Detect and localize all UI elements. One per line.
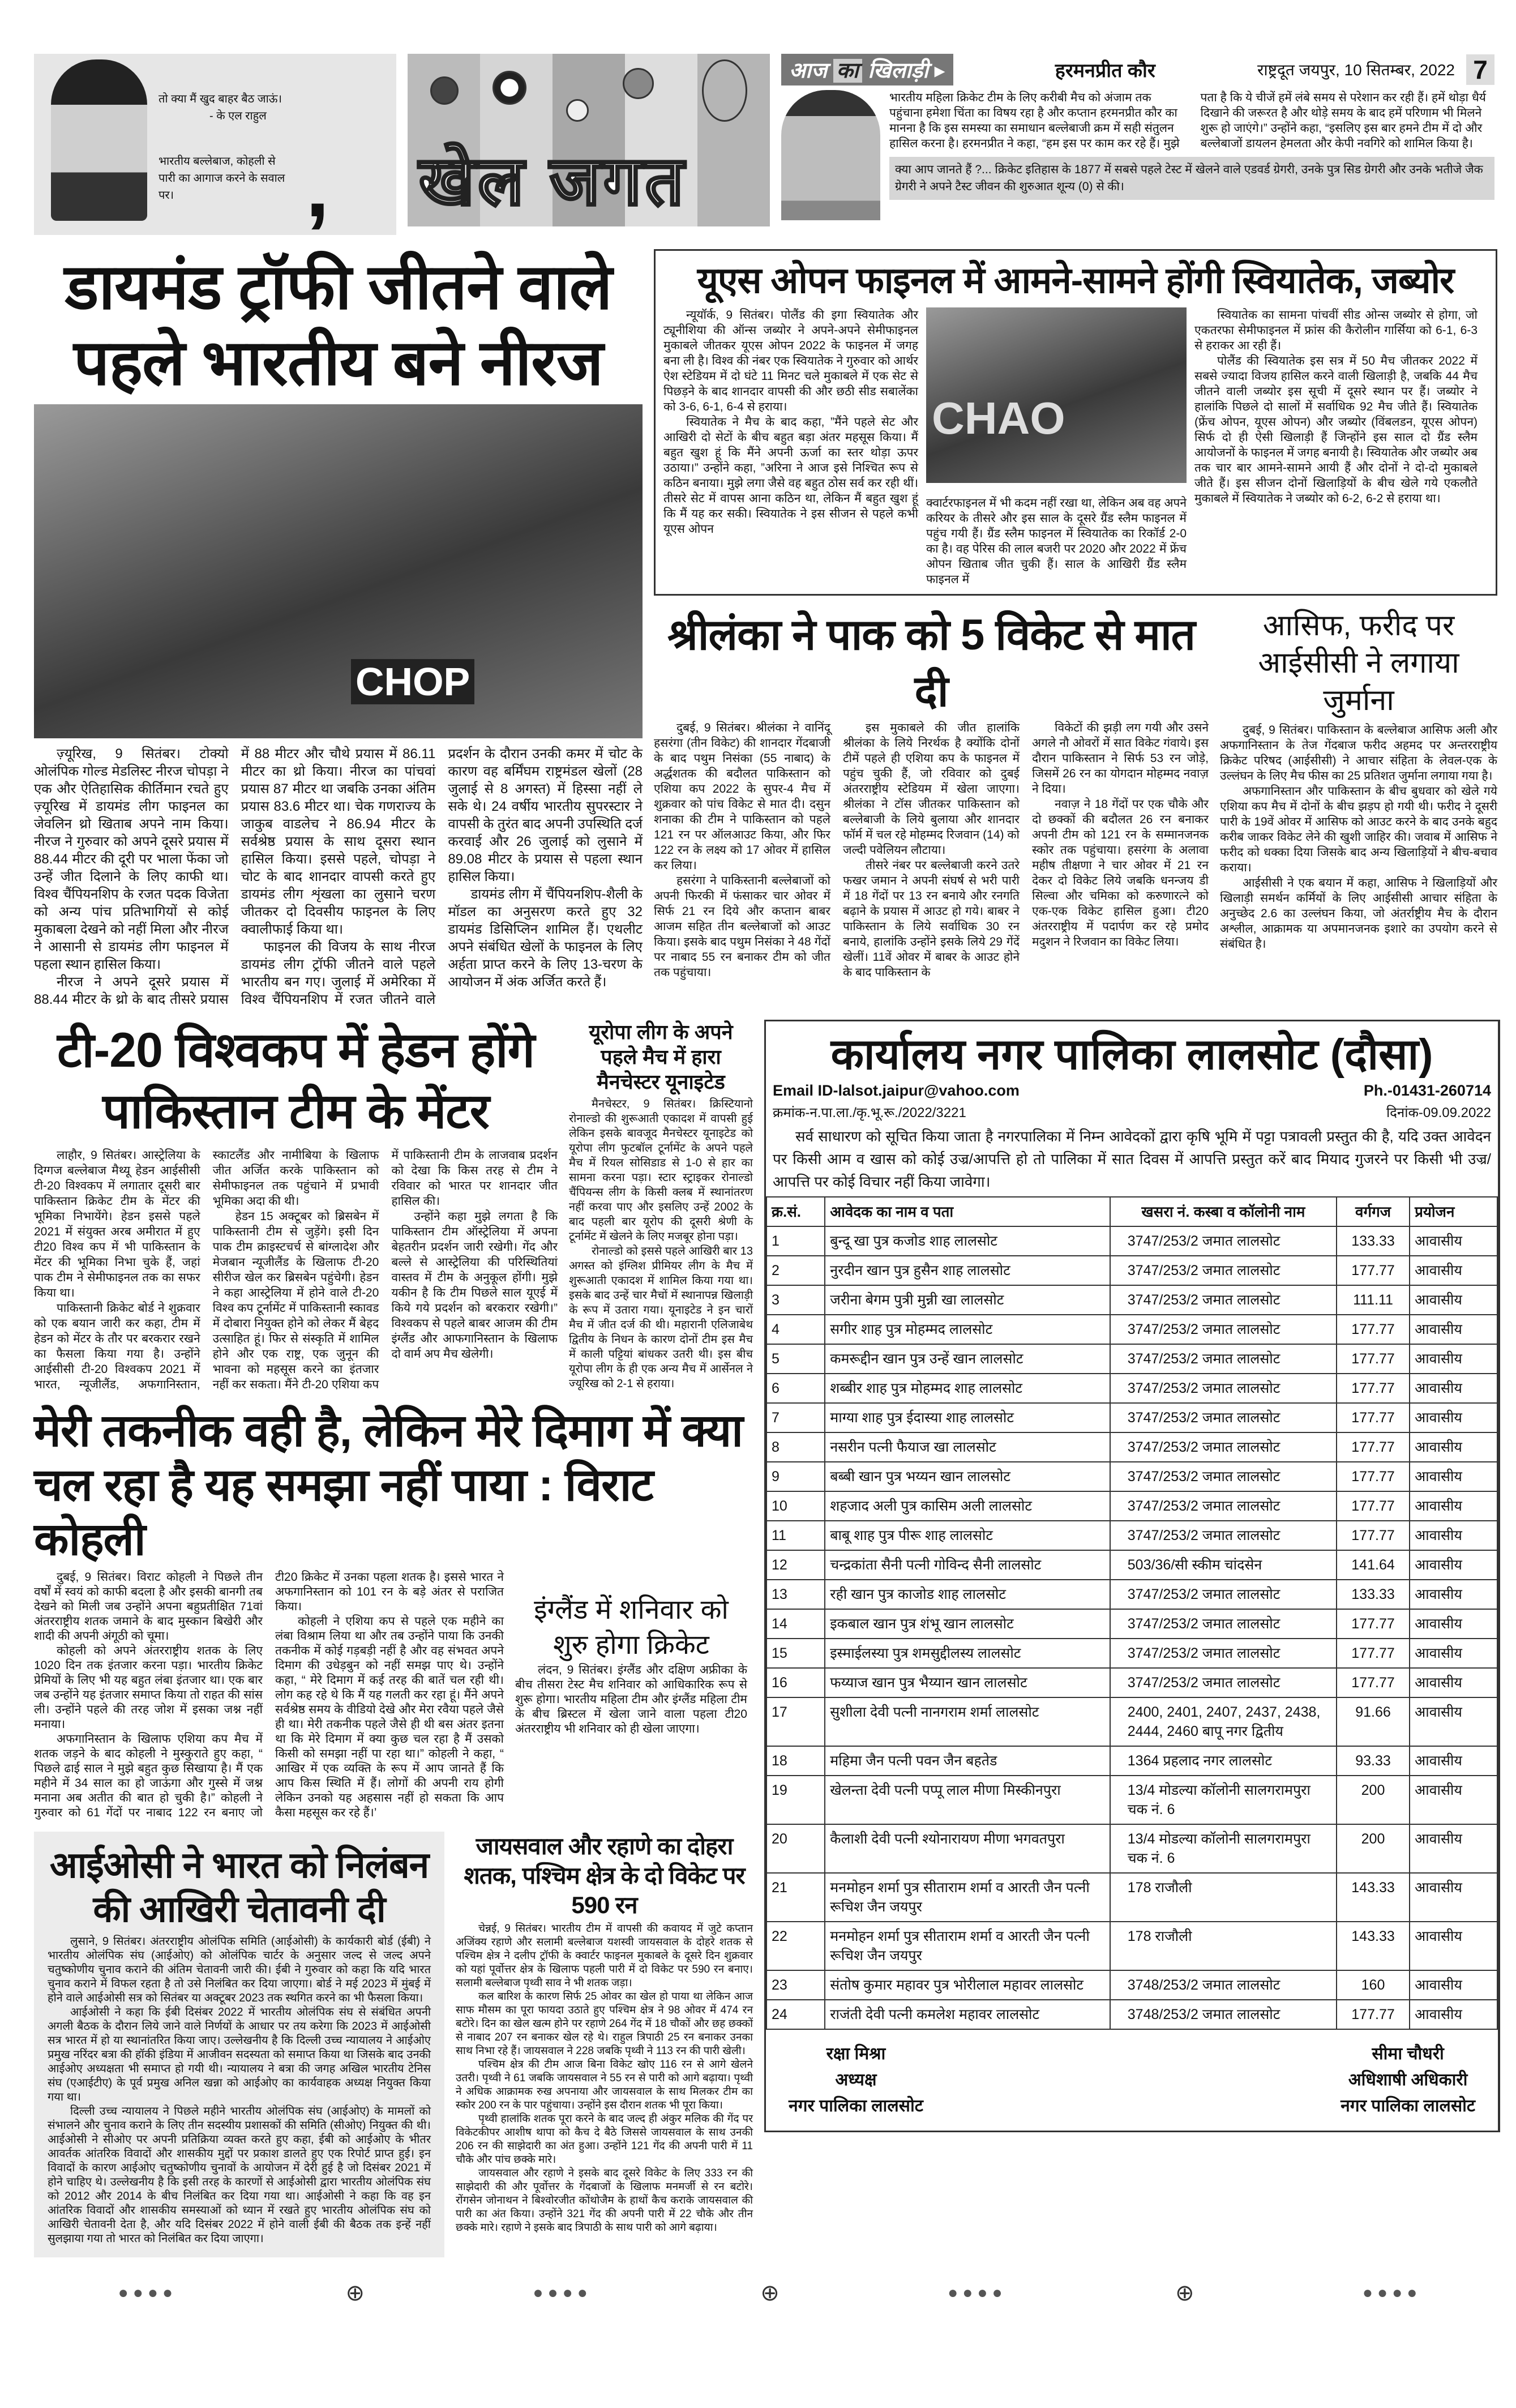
purpose: आवासीय — [1410, 1315, 1497, 1344]
basketball-icon — [623, 68, 654, 99]
purpose: आवासीय — [1410, 1668, 1497, 1697]
area-sq-yards: 141.64 — [1337, 1550, 1410, 1580]
article-neeraj — [34, 249, 643, 1008]
tennis-racket-icon — [702, 59, 747, 122]
purpose: आवासीय — [1410, 1462, 1497, 1491]
row-serial: 17 — [766, 1697, 825, 1746]
paragraph: क्वार्टरफाइनल में भी कदम नहीं रखा था, लेकिन अब वह अपने करियर के तीसरे और इस साल के दूसरे ग्रैंड स्लैम फाइनल में पहुंच गयी हैं। ग्रैंड स्लैम फाइनल में स्वियातेक का रिकॉर्ड 2-0 का है। वह पेरिस की लाल बजरी पर 2020 और 2022 में फ्रेंच ओपन खिताब जीत चुकी हैं। साल के आखिरी ग्रैंड स्लैम फाइनल में — [926, 497, 1187, 586]
cricket-ball-icon — [430, 76, 459, 105]
khasra-colony: 3747/253/2 जमात लालसोट — [1110, 1315, 1337, 1344]
signature-right — [1341, 2041, 1475, 2119]
purpose: आवासीय — [1410, 1344, 1497, 1374]
registration-mark-icon: ⊕ — [345, 2281, 365, 2306]
row-serial: 16 — [766, 1668, 825, 1697]
column-header: प्रयोजन — [1410, 1197, 1497, 1226]
section-title: खेल जगत — [419, 143, 687, 219]
purpose: आवासीय — [1410, 1550, 1497, 1580]
area-sq-yards: 177.77 — [1337, 1374, 1410, 1403]
table-row — [766, 1226, 1497, 1256]
applicants-table — [766, 1196, 1498, 2030]
purpose: आवासीय — [1410, 2000, 1497, 2029]
paragraph: दुबई, 9 सितंबर। विराट कोहली ने पिछले तीन वर्षों में स्वयं को काफी बदला है और इसकी बानगी तब देखने को मिली जब उन्होंने अपना बहुप्रतीक्षित 71वां अंतरराष्ट्रीय शतक जमाने के बाद मुस्कान बिखेरी और शादी की अपनी अंगूठी को चूमा। — [34, 1571, 263, 1643]
table-row — [766, 1970, 1497, 2000]
row-serial: 12 — [766, 1550, 825, 1580]
print-color-dots: ●●●● — [948, 2283, 1007, 2302]
applicant-name-address: नसरीन पत्नी फैयाज खा लालसोट — [825, 1432, 1110, 1462]
player-of-day-badge: आज का खिलाड़ी ▸ — [781, 54, 953, 85]
khasra-colony: 3747/253/2 जमात लालसोट — [1110, 1344, 1337, 1374]
headline: टी-20 विश्वकप में हेडन होंगे पाकिस्तान टीम के मेंटर — [57, 1023, 535, 1139]
paragraph: दुबई, 9 सितंबर। श्रीलंका ने वानिंदू हसरंगा (तीन विकेट) की शानदार गेंदबाजी के बाद पथुम निसंका (55 नाबाद) के अर्द्धशतक की बदौलत पाकिस्तान को एशिया कप 2022 के सुपर-4 मैच में शुक्रवार को पांच विकेट से मात दी। दसुन शनाका की टीम ने पाकिस्तान को पहले 121 रन पर ऑलआउट किया, और फिर 122 रन के लक्ष्य को 17 ओवर में हासिल कर लिया। — [654, 721, 830, 872]
player-text: भारतीय महिला क्रिकेट टीम के लिए करीबी मैच को अंजाम तक पहुंचाना हमेशा चिंता का विषय रहा है और कप्तान हरमनप्रीत कौर का मानना है कि इस समस्या का समाधान बल्लेबाजी क्रम में सही संतुलन हासिल करना है। हरमनप्रीत ने कहा, “हम इस पर काम कर रहे हैं। मुझे पता है कि ये चीजें हमें लंबे समय से परेशान कर रही हैं। हमें थोड़ा धैर्य दिखाने की जरूरत है और थोड़े समय के बाद हमें परिणाम भी मिलने शुरू हो जाएंगे।” उन्होंने कहा, “इसलिए इस बार हमने टीम में दो और बल्लेबाजों डायलन हेमलता और केपी नवगिरे को शामिल किया है। — [889, 91, 1486, 150]
purpose: आवासीय — [1410, 1697, 1497, 1746]
purpose: आवासीय — [1410, 1403, 1497, 1432]
swiatek-photo — [926, 307, 1187, 483]
table-row — [766, 1580, 1497, 1609]
purpose: आवासीय — [1410, 1609, 1497, 1639]
table-row — [766, 1873, 1497, 1922]
applicant-name-address: कैलाशी देवी पत्नी श्योनारायण मीणा भगवतपुरा — [825, 1824, 1110, 1873]
notice-email: Email ID-lalsot.jaipur@vahoo.com — [773, 1082, 1020, 1099]
quote-box — [34, 54, 396, 235]
headline: श्रीलंका ने पाक को 5 विकेट से मात दी — [667, 611, 1196, 716]
purpose: आवासीय — [1410, 1285, 1497, 1315]
applicant-name-address: इकबाल खान पुत्र शंभू खान लालसोट — [825, 1609, 1110, 1639]
paragraph: तीसरे नंबर पर बल्लेबाजी करने उतरे फखर जमान ने अपनी संघर्ष से भरी पारी में 18 गेंदों पर 13 रन बनाये और रनगति बढ़ाने के प्रयास में आउट हो गये। बाबर ने पाकिस्तान के लिये सर्वाधिक 30 रन बनाये, हालांकि उन्होंने इसके लिये 29 गेंदें खेलीं। 11वें ओवर में बाबर के आउट होने के बाद पाकिस्तान के — [843, 859, 1020, 979]
khasra-colony: 3747/253/2 जमात लालसोट — [1110, 1609, 1337, 1639]
column-header: वर्गगज — [1337, 1197, 1410, 1226]
table-row — [766, 1639, 1497, 1668]
row-serial: 18 — [766, 1746, 825, 1776]
khasra-colony: 3747/253/2 जमात लालसोट — [1110, 1403, 1337, 1432]
headline: यूरोपा लीग के अपने पहले मैच में हारा मैनचेस्टर यूनाइटेड — [589, 1020, 733, 1093]
purpose: आवासीय — [1410, 1639, 1497, 1668]
paragraph: अफगानिस्तान और पाकिस्तान के बीच बुधवार को खेले गये एशिया कप मैच में दोनों के बीच झड़प हो गयी थी। फरीद ने दूसरी पारी के 19वें ओवर में आसिफ को आउट करने के बाद उनके बहुद करीब जाकर विकेट लेने की खुशी जाहिर की। जवाब में आसिफ ने फरीद को धक्का दिया जिसके बाद अन्य खिलाड़ियों ने बीच-बचाव कराया। — [1220, 785, 1497, 874]
print-color-dots: ●●●● — [533, 2283, 592, 2302]
applicant-name-address: मनमोहन शर्मा पुत्र सीताराम शर्मा व आरती जैन पत्नी रूचिश जैन जयपुर — [825, 1873, 1110, 1922]
article-body — [48, 1935, 431, 2246]
applicant-name-address: माग्या शाह पुत्र ईदास्या शाह लालसोट — [825, 1403, 1110, 1432]
paragraph: कोहली को अपने अंतरराष्ट्रीय शतक के लिए 1020 दिन तक इंतजार करना पड़ा। भारतीय क्रिकेट प्रेमियों के लिए भी यह बहुत लंबा इंतजार था। एक बार जब उन्होंने यह इंतजार समाप्त किया तो राहत की सांस ली। उन्होंने पहले की तरह जोश में इसका जश्न नहीं मनाया। — [34, 1644, 263, 1731]
row-serial: 4 — [766, 1315, 825, 1344]
notice-title: कार्यालय नगर पालिका लालसोट (दौसा) — [830, 1030, 1433, 1079]
purpose: आवासीय — [1410, 1226, 1497, 1256]
table-row — [766, 1285, 1497, 1315]
quote-context: भारतीय बल्लेबाज, कोहली से पारी का आगाज करने के सवाल पर। — [159, 155, 285, 202]
purpose: आवासीय — [1410, 1491, 1497, 1521]
area-sq-yards: 177.77 — [1337, 1668, 1410, 1697]
headline: जायसवाल और रहाणे का दोहरा शतक, पश्चिम क्षेत्र के दो विकेट पर 590 रन — [464, 1833, 745, 1918]
paragraph: डायमंड लीग में चैंपियनशिप-शैली के मॉडल का अनुसरण करते हुए 32 डायमंड डिसिप्लिन शामिल हैं। एथलीट अपने संबंधित खेलों के फाइनल के लिए अर्हता प्राप्त करने के लिए 13-चरण के आयोजन में अंक अर्जित करते हैं। — [448, 887, 643, 990]
quote: तो क्या मैं खुद बाहर बैठ जाऊं। — [159, 93, 282, 105]
applicant-name-address: संतोष कुमार महावर पुत्र भोरीलाल महावर लालसोट — [825, 1970, 1110, 2000]
khasra-colony: 503/36/सी स्कीम चांदसेन — [1110, 1550, 1337, 1580]
applicant-name-address: महिमा जैन पत्नी पवन जैन बहतेड — [825, 1746, 1110, 1776]
applicant-name-address: बब्बी खान पुत्र भय्यन खान लालसोट — [825, 1462, 1110, 1491]
neeraj-photo — [34, 404, 643, 738]
print-color-dots: ●●●● — [118, 2283, 178, 2302]
headline: आसिफ, फरीद पर आईसीसी ने लगाया जुर्माना — [1258, 609, 1459, 717]
notice-phone: Ph.-01431-260714 — [1363, 1082, 1491, 1099]
purpose: आवासीय — [1410, 1580, 1497, 1609]
row-serial: 19 — [766, 1776, 825, 1824]
paragraph: लाहौर, 9 सितंबर। आस्ट्रेलिया के दिग्गज बल्लेबाज मैथ्यू हेडन आईसीसी टी-20 विश्वकप में लगातार दूसरी बार पाकिस्तान क्रिकेट टीम के मेंटर की भूमिका निभायेंगे। हेडन इससे पहले 2021 में संयुक्त अरब अमीरात में हुए टी20 विश्व कप में भी पाकिस्तान के मेंटर की भूमिका निभा चुके हैं, जहां पाक टीम ने सेमीफाइनल तक का सफर किया था। — [34, 1149, 200, 1299]
headline: यूएस ओपन फाइनल में आमने-सामने होंगी स्वियातेक, जब्योर — [697, 260, 1454, 301]
article-body — [1220, 722, 1497, 952]
paragraph: पाकिस्तानी क्रिकेट बोर्ड ने शुक्रवार को एक बयान जारी कर कहा, टीम में हेडन को मेंटर के तौर पर बरकरार रखने का फैसला किया गया है। उन्होंने आईसीसी टी-20 विश्वकप 2021 में भारत, न्यूजीलैंड, अफगानिस्तान, स्काटलैंड और नामीबिया के खिलाफ जीत अर्जित करके पाकिस्तान को सेमीफाइनल तक पहुंचाने में प्रभावी भूमिका अदा की थी। — [34, 1149, 379, 1391]
article-body — [34, 1148, 558, 1392]
paragraph: कोहली ने एशिया कप से पहले एक महीने का लंबा विश्राम लिया था और तब उन्होंने पाया कि उनकी तकनीक में कोई गड़बड़ी नहीं है और वह संभवत अपने दिमाग की उधेड़बुन को नहीं समझ पाए थे। उन्होंने कहा, “ मेरे दिमाग में कई तरह की बातें चल रही थी। लोग कह रहे थे कि मैं यह गलती कर रहा हूं। मैंने अपने सर्वश्रेष्ठ समय के वीडियो देखे और मेरा रवैया पहले जैसे ही था। मेरी तकनीक पहले जैसे ही थी बस अंतर इतना था कि मेरे दिमाग में क्या कुछ चल रहा है मैं उसको किसी को समझा नहीं पा रहा था।” कोहली ने कहा, “ आखिर में एक व्यक्ति के रूप में आप जानते हैं कि आप किस स्थिति में हैं। लोगों की अपनी राय होगी लेकिन उनको यह अहसास नहीं हो सकता कि आप कैसा महसूस कर रहे हैं।’ — [275, 1615, 504, 1819]
table-row — [766, 1776, 1497, 1824]
khasra-colony: 2400, 2401, 2407, 2437, 2438, 2444, 2460 बापू नगर द्वितीय — [1110, 1697, 1337, 1746]
paragraph: लुसाने, 9 सितंबर। अंतरराष्ट्रीय ओलंपिक समिति (आईओसी) के कार्यकारी बोर्ड (ईबी) ने भारतीय ओलंपिक संघ (आईओए) को ओलंपिक चार्टर के अनुसार जल्द से जल्द अपने चतुष्कोणीय चुनाव कराने की अंतिम चेतावनी जारी की। ईबी ने गुरुवार को कहा कि यदि भारत चुनाव कराने में विफल रहता है तो उसे निलंबित कर दिया जाएगा। बोर्ड ने मई 2023 में मुंबई में होने वाले आईओसी सत्र को सितंबर या अक्टूबर 2023 तक स्थगित करने का भी फैसला किया। — [48, 1935, 431, 2004]
area-sq-yards: 160 — [1337, 1970, 1410, 2000]
table-row — [766, 1668, 1497, 1697]
signatures — [766, 2030, 1498, 2119]
row-serial: 20 — [766, 1824, 825, 1873]
row-serial: 11 — [766, 1521, 825, 1550]
applicant-name-address: शब्बीर शाह पुत्र मोहम्मद शाह लालसोट — [825, 1374, 1110, 1403]
row-serial: 22 — [766, 1922, 825, 1970]
row-serial: 3 — [766, 1285, 825, 1315]
notice-date: दिनांक-09.09.2022 — [1386, 1105, 1491, 1120]
khasra-colony: 13/4 मोडल्या कॉलोनी सालगरामपुरा चक नं. 6 — [1110, 1824, 1337, 1873]
area-sq-yards: 177.77 — [1337, 1639, 1410, 1668]
article-jaiswal — [456, 1832, 753, 2235]
khasra-colony: 3747/253/2 जमात लालसोट — [1110, 1491, 1337, 1521]
article-hayden — [34, 1020, 558, 1392]
area-sq-yards: 143.33 — [1337, 1922, 1410, 1970]
row-serial: 24 — [766, 2000, 825, 2029]
row-serial: 2 — [766, 1256, 825, 1285]
applicant-name-address: सगीर शाह पुत्र मोहम्मद लालसोट — [825, 1315, 1110, 1344]
area-sq-yards: 177.77 — [1337, 1521, 1410, 1550]
article-srilanka — [654, 607, 1209, 980]
page-number: 7 — [1466, 54, 1494, 85]
row-serial: 7 — [766, 1403, 825, 1432]
paragraph: इस मुकाबले की जीत हालांकि श्रीलंका के लिये निरर्थक है क्योंकि दोनों टीमें पहले ही एशिया कप के फाइनल में पहुंच चुकी हैं, जो रविवार को दुबई अंतरराष्ट्रीय स्टेडियम में खेला जाएगा। श्रीलंका ने टॉस जीतकर पाकिस्तान को बल्लेबाजी के लिये बुलाया और शानदार फॉर्म में चल रहे मोहम्मद रिजवान (14) को जल्दी पवेलियन लौटाया। — [843, 721, 1020, 857]
table-row — [766, 1403, 1497, 1432]
purpose: आवासीय — [1410, 1432, 1497, 1462]
applicant-name-address: बाबू शाह पुत्र पीरू शाह लालसोट — [825, 1521, 1110, 1550]
paragraph: रोनाल्डो को इससे पहले आखिरी बार 13 अगस्त को इंग्लिश प्रीमियर लीग के मैच में शुरूआती एकादश में शामिल किया गया था। इसके बाद उन्हें चार मैचों में स्थानापन्न खिलाड़ी के रूप में उतारा गया। यूनाइटेड ने इन चारों मैच में जीत दर्ज की थी। महारानी एलिजाबेथ द्वितीय के निधन के कारण दोनों टीम इस मैच में काली पट्टियां बांधकर उतरी थी। इस बीच यूरोपा लीग के ही एक अन्य मैच में आर्सेनल ने ज्यूरिख को 2-1 से हराया। — [569, 1245, 753, 1390]
applicant-name-address: बुन्दू खा पुत्र कजोड शाह लालसोट — [825, 1226, 1110, 1256]
paragraph: स्वियातेक का सामना पांचवीं सीड ओन्स जब्योर से होगा, जो एकतरफा सेमीफाइनल में फ्रांस की कैरोलीन गार्सिया को 6-1, 6-3 से हराकर आ रही हैं। — [1194, 309, 1478, 352]
paragraph: आईसीसी ने एक बयान में कहा, आसिफ ने खिलाड़ियों और खिलाड़ी समर्थन कर्मियों के लिए आईसीसी आचार संहिता के अनुच्छेद 2.6 का उल्लंघन किया, जो अंतर्राष्ट्रीय मैच के दौरान अश्लील, आक्रामक या अपमानजनक इशारे का उपयोग करने से संबंधित है। — [1220, 876, 1497, 951]
khasra-colony: 3747/253/2 जमात लालसोट — [1110, 1285, 1337, 1315]
paragraph: पृथ्वी हालांकि शतक पूरा करने के बाद जल्द ही अंकुर मलिक की गेंद पर विकेटकीपर आशीष थापा को कैच दे बैठे जिससे जायसवाल के साथ उनकी 206 रन की साझेदारी का अंत हुआ। उन्होंने 121 गेंद की अपनी पारी में 11 चौके और पांच छक्के मारे। — [456, 2113, 753, 2166]
signature-left — [789, 2041, 923, 2119]
row-serial: 14 — [766, 1609, 825, 1639]
signatory-role: अध्यक्ष — [835, 2071, 877, 2089]
khasra-colony: 3747/253/2 जमात लालसोट — [1110, 1432, 1337, 1462]
paragraph: फाइनल की विजय के साथ नीरज डायमंड लीग ट्रॉफी जीतने वाले पहले भारतीय बन गए। जुलाई में अमेरिका में विश्व चैंपियनशिप में रजत जीतने वाले प्रदर्शन के दौरान उनकी कमर में चोट के कारण वह बर्मिंघम राष्ट्रमंडल खेलों (28 जुलाई से 8 अगस्त) में हिस्सा नहीं ले सके थे। 24 वर्षीय भारतीय सुपरस्टार ने वापसी के तुरंत बाद अपनी उपस्थिति दर्ज करवाई और 26 जुलाई को लुसाने में 89.08 मीटर के प्रयास से पहला स्थान हासिल किया। — [241, 746, 643, 1007]
article-usopen — [654, 249, 1497, 596]
player-name: हरमनप्रीत कौर — [1055, 60, 1155, 82]
table-row — [766, 1746, 1497, 1776]
purpose: आवासीय — [1410, 1970, 1497, 2000]
section-banner — [408, 54, 770, 226]
hockey-ball-icon — [566, 99, 589, 122]
khasra-colony: 13/4 मोडल्या कॉलोनी सालगरामपुरा चक नं. 6 — [1110, 1776, 1337, 1824]
row-serial: 8 — [766, 1432, 825, 1462]
print-marks — [34, 2280, 1506, 2306]
applicant-name-address: कमरूद्दीन खान पुत्र उन्हें खान लालसोट — [825, 1344, 1110, 1374]
paragraph: न्यूयॉर्क, 9 सितंबर। पोलैंड की इगा स्वियातेक और ट्यूनीशिया की ऑन्स जब्योर ने अपने-अपने सेमीफाइनल मुकाबले जीतकर यूएस ओपन 2022 के फाइनल में जगह बना ली है। विश्व की नंबर एक स्वियातेक ने गुरुवार को आर्थर ऐश स्टेडियम में दो घंटे 11 मिनट चले मुकाबले में एक सेट से पिछड़ने के बाद शानदार वापसी की और छठी सीड सबालेंका को 3-6, 6-1, 6-4 से हराया। — [663, 309, 918, 413]
photo-background-text: CHAO — [932, 393, 1065, 443]
column-header: क्र.सं. — [766, 1197, 825, 1226]
table-row — [766, 1609, 1497, 1639]
paragraph: पश्चिम क्षेत्र की टीम आज बिना विकेट खोए 116 रन से आगे खेलने उतरी। पृथ्वी ने 61 जबकि जायसवाल ने 55 रन से पारी को आगे बढ़ाया। पृथ्वी ने अधिक आक्रामक रुख अपनाया और जायसवाल के साथ मिलकर टीम का स्कोर 200 रन के पार पहुंचाया। उन्होंने इस दौरान शतक भी पूरा किया। — [456, 2059, 753, 2111]
purpose: आवासीय — [1410, 1873, 1497, 1922]
row-serial: 5 — [766, 1344, 825, 1374]
paragraph: मैनचेस्टर, 9 सितंबर। क्रिस्टियानो रोनाल्डो की शुरूआती एकादश में वापसी हुई लेकिन इसके बावजूद मैनचेस्टर यूनाइटेड को यूरोपा लीग फुटबॉल टूर्नामेंट के अपने पहले मैच में रियल सोसिडाड से 1-0 से हार का सामना करना पड़ा। स्टार स्ट्राइकर रोनाल्डो चैंपियन्स लीग के किसी क्लब में स्थानांतरण नहीं करवा पाए और इसलिए उन्हें 2002 के बाद पहली बार यूरोप की दूसरी श्रेणी के टूर्नामेंट में खेलने के लिए मजबूर होना पड़ा। — [569, 1098, 753, 1243]
signatory-name: रक्षा मिश्रा — [826, 2045, 886, 2063]
row-serial: 6 — [766, 1374, 825, 1403]
football-icon — [493, 71, 526, 105]
area-sq-yards: 177.77 — [1337, 1344, 1410, 1374]
row-serial: 15 — [766, 1639, 825, 1668]
purpose: आवासीय — [1410, 1776, 1497, 1824]
paragraph: पोलैंड की स्वियातेक इस सत्र में 50 मैच जीतकर 2022 में सबसे ज्यादा विजय हासिल करने वाली खिलाड़ी है, जबकि 44 मैच जीतने वाली जब्योर इस सूची में दूसरे स्थान पर हैं। जब्योर ने हालांकि पिछले दो सालों में सर्वाधिक 92 मैच जीते हैं। स्वियातेक (फ्रेंच ओपन, यूएस ओपन) और जब्योर (विंबलडन, यूएस ओपन) सिर्फ दो ही ऐसी खिलाड़ी हैं जिन्होंने इस साल दो ग्रैंड स्लैम आयोजनों के फाइनल में जगह बनायी है। स्वियातेक और जब्योर अब तक चार बार आमने-सामने आयी हैं और दोनों ने दो-दो मुकाबले जीते हैं। इस सीजन दोनों खिलाड़ियों के बीच खेले गये एकलौते मुकाबले में स्वियातेक ने जब्योर को 6-2, 6-2 से हराया था। — [1194, 354, 1478, 505]
table-row — [766, 1256, 1497, 1285]
article-body — [34, 1570, 504, 1820]
area-sq-yards: 133.33 — [1337, 1580, 1410, 1609]
purpose: आवासीय — [1410, 1521, 1497, 1550]
area-sq-yards: 177.77 — [1337, 1432, 1410, 1462]
paragraph: जायसवाल और रहाणे ने इसके बाद दूसरे विकेट के लिए 333 रन की साझेदारी की और पूर्वोत्तर के गेंदबाजों के खिलाफ मनमर्जी से रन बटोरे। रोंगसेन जोनाथन ने बिश्वोरजीत कोंथोजैम के हाथों कैच कराके जायसवाल की पारी का अंत किया। उन्होंने 321 गेंद की अपनी पारी में 22 चौके और तीन छक्के मारे। रहाणे ने इसके बाद त्रिपाठी के साथ पारी को आगे बढ़ाया। — [456, 2167, 753, 2234]
area-sq-yards: 143.33 — [1337, 1873, 1410, 1922]
area-sq-yards: 177.77 — [1337, 2000, 1410, 2029]
article-body — [654, 720, 1209, 980]
article-asif — [1220, 607, 1497, 952]
notice-intro: सर्व साधारण को सूचित किया जाता है नगरपालिका में निम्न आवेदकों द्वारा कृषि भूमि में पट्टा पत्रावली प्रस्तुत की है, यदि उक्त आवेदन पर किसी आम व खास को कोई उज्र/आपत्ति हो तो पालिका में सात दिवस में आपत्ति प्रस्तुत करें बाद मियाद गुजरने पर किसी भी उज्र/आपत्ति पर कोई विचार नहीं किया जावेगा। — [773, 1128, 1491, 1190]
signatory-name: सीमा चौधरी — [1372, 2045, 1444, 2063]
khasra-colony: 3747/253/2 जमात लालसोट — [1110, 1462, 1337, 1491]
area-sq-yards: 200 — [1337, 1776, 1410, 1824]
khasra-colony: 3748/253/2 जमात लालसोट — [1110, 2000, 1337, 2029]
khasra-colony: 3747/253/2 जमात लालसोट — [1110, 1226, 1337, 1256]
row-serial: 13 — [766, 1580, 825, 1609]
row-serial: 21 — [766, 1873, 825, 1922]
area-sq-yards: 177.77 — [1337, 1609, 1410, 1639]
table-row — [766, 1697, 1497, 1746]
notice-reference: क्रमांक-न.पा.ला./कृ.भू.रू./2022/3221 — [773, 1105, 966, 1120]
area-sq-yards: 177.77 — [1337, 1256, 1410, 1285]
area-sq-yards: 111.11 — [1337, 1285, 1410, 1315]
purpose: आवासीय — [1410, 1922, 1497, 1970]
quote-text — [159, 59, 294, 229]
purpose: आवासीय — [1410, 1256, 1497, 1285]
paragraph: नवाज़ ने 18 गेंदों पर एक चौके और दो छक्कों की बदौलत 26 रन बनाकर अपनी टीम को 121 रन के सम्मानजनक स्कोर तक पहुंचाया। हसरंगा के अलावा महीष तीक्षणा ने चार ओवर में 21 रन देकर दो विकेट लिये जबकि धनन्जय डी सिल्वा और चमिका को करुणारत्ने को एक-एक विकेट हासिल हुआ। टी20 अंतरराष्ट्रीय में पदार्पण कर रहे प्रमोद मदुशन ने रिजवान का विकेट लिया। — [1032, 798, 1209, 948]
paragraph: ज़्यूरिख, 9 सितंबर। टोक्यो ओलंपिक गोल्ड मेडलिस्ट नीरज चोपड़ा ने एक और ऐतिहासिक कीर्तिमान रचते हुए ज़्यूरिख में डायमंड लीग फाइनल का जेवलिन थ्रो खिताब अपने नाम किया। नीरज ने गुरुवार को अपने दूसरे प्रयास में 88.44 मीटर की दूरी पर भाला फेंका जो उन्हें जीत दिलाने के लिए काफी था। विश्व चैंपियनशिप के रजत पदक विजेता को अन्य पांच प्रतिभागियों से कोई मुकाबला देखने को नहीं मिला और नीरज ने आसानी से डायमंड लीग फाइनल में पहला स्थान हासिल किया। — [34, 746, 229, 972]
applicant-name-address: राजंती देवी पत्नी कमलेश महावर लालसोट — [825, 2000, 1110, 2029]
kl-rahul-photo — [51, 59, 147, 221]
khasra-colony: 3747/253/2 जमात लालसोट — [1110, 1580, 1337, 1609]
applicant-name-address: रही खान पुत्र काजोड शाह लालसोट — [825, 1580, 1110, 1609]
registration-mark-icon: ⊕ — [1175, 2281, 1194, 2306]
paragraph: दिल्ली उच्च न्यायालय ने पिछले महीने भारतीय ओलंपिक संघ (आईओए) के मामलों को संभालने और चुनाव कराने के लिए तीन सदस्यीय प्रशासकों की समिति (सीओए) नियुक्त की थी। आईओसी ने सीओए पर अपनी प्रतिक्रिया व्यक्त करते हुए कहा, ईबी को आईओए के भीतर आवर्तक आंतरिक विवादों और शासकीय मुद्दों पर प्रकाश डालते हुए एक रिपोर्ट प्राप्त हुई। इन विवादों के कारण आईओए चतुष्कोणीय चुनावों के आयोजन में देरी हुई है जो दिसंबर 2021 में होने चाहिए थे। उल्लेखनीय है कि इसी तरह के कारणों से आईओसी द्वारा भारतीय ओलंपिक संघ को 2012 और 2014 के बीच निलंबित कर दिया गया था। आईओसी ने कहा कि वह इन आंतरिक विवादों और शासकीय समस्याओं को ध्यान में रखते हुए भारतीय ओलंपिक संघ को आखिरी चेतावनी देता है, और यदि दिसंबर 2022 में होने वाली ईबी की बैठक तक इन्हें नहीं सुलझाया गया तो भारत को निलंबित कर दिया जाएगा। — [48, 2105, 431, 2245]
headline: मेरी तकनीक वही है, लेकिन मेरे दिमाग में क्या चल रहा है यह समझा नहीं पाया : विराट कोहली — [34, 1405, 743, 1564]
paragraph: नीरज ने अपने दूसरे प्रयास में 88.44 मीटर के थ्रो के बाद तीसरे प्रयास में 88 मीटर और चौथे प्रयास में 86.11 मीटर का थ्रो किया। नीरज का पांचवां प्रयास 87 मीटर था जबकि उनका अंतिम प्रयास 83.6 मीटर था। चेक गणराज्य के जाकुब वाडलेच ने 86.94 मीटर के सर्वश्रेष्ठ प्रयास के साथ दूसरा स्थान हासिल किया। इससे पहले, चोपड़ा ने चोट के बाद शानदार वापसी करते हुए डायमंड लीग शृंखला का लुसाने चरण जीतकर दो दिवसीय फाइनल के लिए क्वालीफाई किया था। — [34, 746, 436, 1007]
area-sq-yards: 177.77 — [1337, 1315, 1410, 1344]
area-sq-yards: 91.66 — [1337, 1697, 1410, 1746]
khasra-colony: 1364 प्रहलाद नगर लालसोट — [1110, 1746, 1337, 1776]
table-row — [766, 1432, 1497, 1462]
area-sq-yards: 177.77 — [1337, 1462, 1410, 1491]
row-serial: 9 — [766, 1462, 825, 1491]
paragraph: कल बारिश के कारण सिर्फ 25 ओवर का खेल हो पाया था लेकिन आज साफ मौसम का पूरा फायदा उठाते हुए पश्चिम क्षेत्र ने 98 ओवर में 474 रन बटोरे। दिन का खेल खत्म होने पर रहाणे 264 गेंद में 18 चौकों और छह छक्कों से नाबाद 207 रन बनाकर खेल रहे थे। राहुल त्रिपाठी 25 रन बनाकर उनका साथ निभा रहे हैं। जायसवाल ने 228 जबकि पृथ्वी ने 113 रन की पारी खेली। — [456, 1991, 753, 2057]
article-ioc — [34, 1832, 444, 2257]
player-of-day — [781, 54, 1494, 220]
headline: इंग्लैंड में शनिवार को शुरु होगा क्रिकेट — [534, 1595, 729, 1660]
paragraph: आईओसी ने कहा कि ईबी दिसंबर 2022 में भारतीय ओलंपिक संघ से संबंधित अपनी अगली बैठक के दौरान लिये जाने वाले निर्णयों के आधार पर तय करेगा कि 2023 में आईओसी सत्र भारत में हो या स्थानांतरित किया जाए। उल्लेखनीय है कि दिल्ली उच्च न्यायालय ने आईओए प्रमुख नरिंदर बत्रा की हॉकी इंडिया में आजीवन सदस्यता को समाप्त किया था जिसके बाद उनकी आईओए अध्यक्षता भी समाप्त हो गयी थी। न्यायालय ने बत्रा की जगह अखिल भारतीय टेनिस संघ (एआईटीए) के पूर्व प्रमुख अनिल खन्ना को आईओए का कार्यवाहक अध्यक्ष नियुक्त किया गया था। — [48, 2006, 431, 2103]
table-header-row — [766, 1197, 1497, 1226]
column-header: आवेदक का नाम व पता — [825, 1197, 1110, 1226]
row-serial: 10 — [766, 1491, 825, 1521]
purpose: आवासीय — [1410, 1746, 1497, 1776]
article-body — [34, 745, 643, 1008]
table-row — [766, 1344, 1497, 1374]
did-you-know: क्या आप जानते हैं ?... क्रिकेट इतिहास के 1877 में सबसे पहले टेस्ट में खेलने वाले एडवर्ड ग्रेगरी, उनके पुत्र सिड ग्रेगरी और उनके भतीजे जैक ग्रेगरी ने अपने टैस्ट जीवन की शुरुआत शून्य (0) से की। — [889, 157, 1494, 200]
article-col — [663, 307, 918, 587]
paragraph: लंदन, 9 सितंबर। इंग्लैंड और दक्षिण अफ्रीका के बीच तीसरा टेस्ट मैच शनिवार को आधिकारिक रूप से शुरू होगा। भारतीय महिला टीम और इंग्लैंड महिला टीम के बीच ब्रिस्टल में खेला जाने वाला पहला टी20 अंतरराष्ट्रीय भी शनिवार को ही खेला जाएगा। — [515, 1663, 747, 1735]
area-sq-yards: 177.77 — [1337, 1491, 1410, 1521]
table-row — [766, 1550, 1497, 1580]
khasra-colony: 3747/253/2 जमात लालसोट — [1110, 1668, 1337, 1697]
area-sq-yards: 200 — [1337, 1824, 1410, 1873]
article-body — [569, 1097, 753, 1391]
paragraph: स्वियातेक ने मैच के बाद कहा, ”मैंने पहले सेट और आखिरी दो सेटों के बीच बहुत बड़ा अंतर महसूस किया। मैं बहुत खुश हूं कि मैंने अपनी ऊर्जा का स्तर थोड़ा ऊपर उठाया।” उन्होंने कहा, ”अरिना ने आज इसे निश्चित रूप से कठिन बनाया। मुझे लगा जैसे वह बहुत ठोस सर्व कर रही थीं। तीसरे सेट में वापस आना कठिन था, लेकिन मैं बहुत खुश हूं कि मैं यह कर सकी। स्वियातेक ने इस सीजन से पहले कभी यूएस ओपन — [663, 416, 918, 536]
print-color-dots: ●●●● — [1362, 2283, 1422, 2302]
applicant-name-address: सुशीला देवी पत्नी नानगराम शर्मा लालसोट — [825, 1697, 1110, 1746]
table-row — [766, 1491, 1497, 1521]
paragraph: हेडन 15 अक्टूबर को ब्रिसबेन में पाकिस्तानी टीम से जुड़ेंगे। इसी दिन पाक टीम क्राइस्टचर्च से बांग्लादेश और मेजबान न्यूजीलैंड के खिलाफ टी-20 सीरीज खेल कर ब्रिसबेन पहुंचेगी। हेडन ने कहा आस्ट्रेलिया में होने वाले टी-20 विश्व कप टूर्नामेंट में पाकिस्तानी स्कावड में दोबारा नियुक्त होने को लेकर मैं बेहद उत्साहित हूं। फिर से संस्कृति में शामिल होने और एक राष्ट्र, एक जुनून की भावना को महसूस करने का इंतजार नहीं कर सकता। मैंने टी-20 एशिया कप में पाकिस्तानी टीम के लाजवाब प्रदर्शन को देखा कि किस तरह से टीम ने रविवार को भारत पर शानदार जीत हासिल की। — [212, 1149, 558, 1391]
khasra-colony: 3748/253/2 जमात लालसोट — [1110, 1970, 1337, 2000]
article-england — [515, 1570, 747, 1737]
applicant-name-address: मनमोहन शर्मा पुत्र सीताराम शर्मा व आरती जैन पत्नी रूचिश जैन जयपुर — [825, 1922, 1110, 1970]
khasra-colony: 3747/253/2 जमात लालसोट — [1110, 1256, 1337, 1285]
table-row — [766, 1462, 1497, 1491]
applicant-name-address: जरीना बेगम पुत्री मुन्नी खा लालसोट — [825, 1285, 1110, 1315]
khasra-colony: 3747/253/2 जमात लालसोट — [1110, 1521, 1337, 1550]
purpose: आवासीय — [1410, 1374, 1497, 1403]
headline: डायमंड ट्रॉफी जीतने वाले पहले भारतीय बने नीरज — [65, 251, 612, 398]
column-header: खसरा नं. कस्बा व कॉलोनी नाम — [1110, 1197, 1337, 1226]
quote-attribution: - के एल राहुल — [209, 110, 267, 122]
khasra-colony: 178 राजौली — [1110, 1922, 1337, 1970]
table-row — [766, 1922, 1497, 1970]
edition-date: राष्ट्रदूत जयपुर, 10 सितम्बर, 2022 — [1257, 61, 1455, 79]
badge-word: खिलाड़ी — [868, 59, 928, 83]
table-row — [766, 1374, 1497, 1403]
khasra-colony: 3747/253/2 जमात लालसोट — [1110, 1374, 1337, 1403]
municipal-notice — [764, 1020, 1500, 2132]
paragraph: दुबई, 9 सितंबर। पाकिस्तान के बल्लेबाज आसिफ अली और अफगानिस्तान के तेज गेंदबाज फरीद अहमद पर अन्तरराष्ट्रीय क्रिकेट परिषद (आईसीसी) ने आचार संहिता के लेवल-एक के उल्लंघन के लिए मैच फीस का 25 प्रतिशत जुर्माना लगाया गया है। — [1220, 724, 1497, 782]
row-serial: 23 — [766, 1970, 825, 2000]
paragraph: विकेटों की झड़ी लग गयी और उसने अगले नौ ओवरों में सात विकेट गंवाये। इस दौरान पाकिस्तान ने सिर्फ 53 रन जोड़े, जिसमें 26 रन का योगदान मोहम्मद नवाज़ ने दिया। — [1032, 721, 1209, 795]
paragraph: हसरंगा ने पाकिस्तानी बल्लेबाजों को अपनी फिरकी में फंसाकर चार ओवर में सिर्फ 21 रन दिये और कप्तान बाबर आजम सहित तीन बल्लेबाजों को आउट किया। इसके बाद पथुम निसंका ने 48 गेंदों पर नाबाद 55 रन बनाकर टीम को जीत तक पहुंचाया। — [654, 874, 830, 979]
applicant-name-address: चन्द्रकांता सैनी पत्नी गोविन्द सैनी लालसोट — [825, 1550, 1110, 1580]
applicant-name-address: खेलन्ता देवी पत्नी पप्पू लाल मीणा मिस्कीनपुरा — [825, 1776, 1110, 1824]
area-sq-yards: 93.33 — [1337, 1746, 1410, 1776]
table-row — [766, 1824, 1497, 1873]
article-body — [456, 1922, 753, 2235]
applicant-name-address: फय्याज खान पुत्र भैय्यान खान लालसोट — [825, 1668, 1110, 1697]
headline: आईओसी ने भारत को निलंबन की आखिरी चेतावनी दी — [49, 1845, 429, 1930]
article-kohli — [34, 1404, 753, 1820]
applicant-name-address: इस्माईलस्या पुत्र शमसुद्दीलस्य लालसोट — [825, 1639, 1110, 1668]
badge-word: का — [833, 59, 862, 83]
signatory-role: अधिशाषी अधिकारी — [1348, 2071, 1468, 2089]
signatory-org: नगर पालिका लालसोट — [1341, 2097, 1475, 2115]
quote-mark-icon: , — [306, 139, 329, 234]
row-serial: 1 — [766, 1226, 825, 1256]
harmanpreet-photo — [781, 90, 880, 220]
article-europa — [569, 1020, 753, 1391]
applicant-name-address: शहजाद अली पुत्र कासिम अली लालसोट — [825, 1491, 1110, 1521]
signatory-org: नगर पालिका लालसोट — [789, 2097, 923, 2115]
area-sq-yards: 133.33 — [1337, 1226, 1410, 1256]
paragraph: उन्होंने कहा मुझे लगता है कि पाकिस्तान टीम ऑस्ट्रेलिया में अपना बेहतरीन प्रदर्शन जारी रखेगी। गेंद और बल्ले से आस्ट्रेलिया की परिस्थितियां वास्तव में टीम के अनुकूल होंगी। मुझे यकीन है कि टीम पिछले साल यूएई में किये गये प्रदर्शन को बरकरार रखेगी।” विश्वकप से पहले बाबर आजम की टीम इंग्लैंड और आफगानिस्तान के खिलाफ दो वार्म अप मैच खेलेगी। — [391, 1210, 558, 1361]
article-col — [926, 307, 1187, 587]
paragraph: अफगानिस्तान के खिलाफ एशिया कप मैच में शतक जड़ने के बाद कोहली ने मुस्कुराते हुए कहा, “ पिछले ढाई साल ने मुझे बहुत कुछ सिखाया है। मैं एक महीने में 34 साल का हो जाऊंगा और गुस्से में जश्न मनाना अब अतीत की बात हो चुकी है।” कोहली ने गुरुवार को 61 गेंदों पर नाबाद 122 रन बनाए जो टी20 क्रिकेट में उनका पहला शतक है। इससे भारत ने अफगानिस्तान को 101 रन के बड़े अंतर से पराजित किया। — [34, 1571, 504, 1819]
table-row — [766, 2000, 1497, 2029]
article-col — [1194, 307, 1478, 587]
area-sq-yards: 177.77 — [1337, 1403, 1410, 1432]
khasra-colony: 3747/253/2 जमात लालसोट — [1110, 1639, 1337, 1668]
table-row — [766, 1521, 1497, 1550]
badge-word: आज — [789, 59, 828, 83]
khasra-colony: 178 राजौली — [1110, 1873, 1337, 1922]
purpose: आवासीय — [1410, 1824, 1497, 1873]
photo-caption-text: CHOP — [351, 659, 474, 704]
paragraph: चेन्नई, 9 सितंबर। भारतीय टीम में वापसी की कवायद में जुटे कप्तान अजिंक्य रहाणे और सलामी बल्लेबाज यशस्वी जायसवाल के दोहरे शतक से पश्चिम क्षेत्र ने दलीप ट्रॉफी के क्वार्टर फाइनल मुकाबले के दूसरे दिन शुक्रवार को यहां पूर्वोत्तर क्षेत्र के खिलाफ पहली पारी में दो विकेट पर 590 रन बनाए। सलामी बल्लेबाज पृथ्वी साव ने भी शतक जड़ा। — [456, 1923, 753, 1989]
applicant-name-address: नुरदीन खान पुत्र हुसैन शाह लालसोट — [825, 1256, 1110, 1285]
registration-mark-icon: ⊕ — [760, 2281, 780, 2306]
table-row — [766, 1315, 1497, 1344]
